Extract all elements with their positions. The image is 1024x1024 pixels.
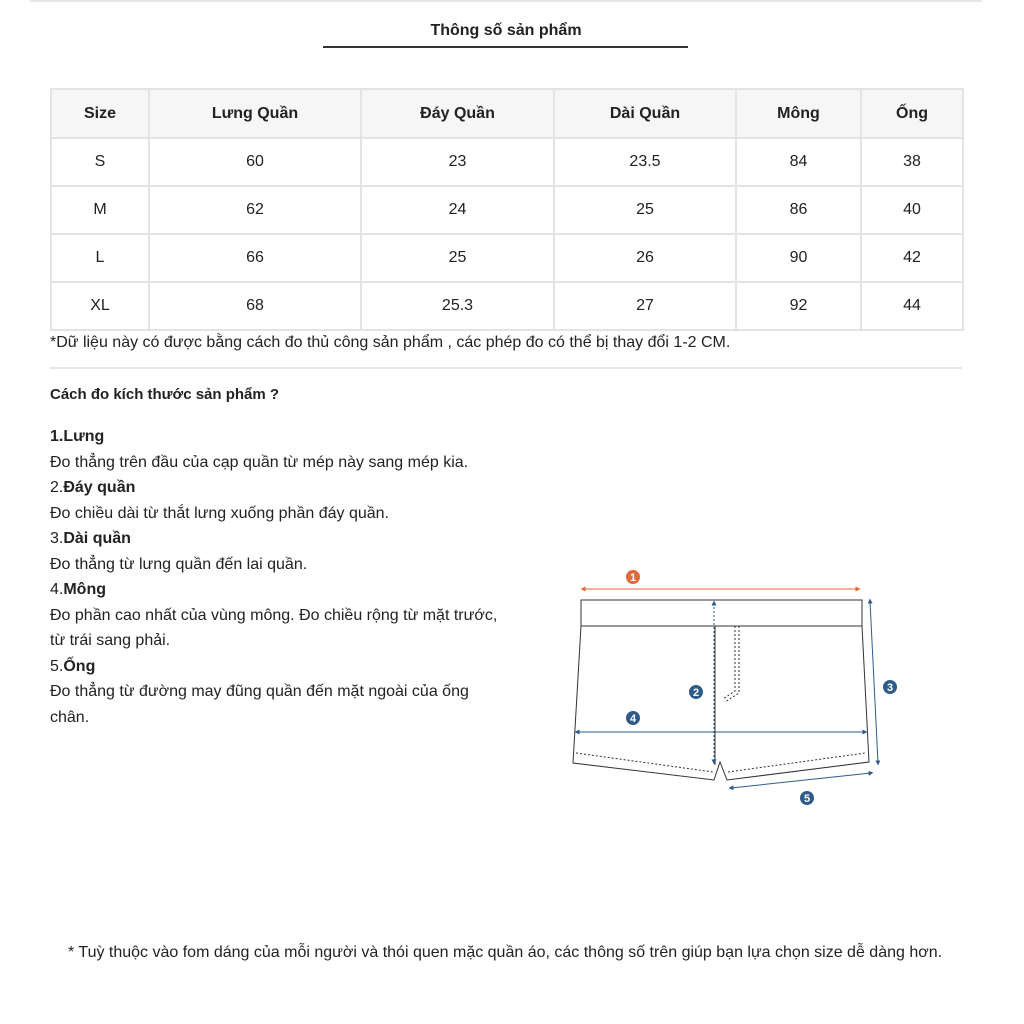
table-cell: 23 xyxy=(361,138,554,186)
table-cell: 25 xyxy=(361,234,554,282)
instruction-waist xyxy=(50,424,510,475)
how-to-measure-title: Cách đo kích thước sản phẩm ? xyxy=(50,386,280,403)
instruction-heading: Lưng xyxy=(63,428,105,445)
table-cell: 62 xyxy=(149,186,361,234)
table-cell: 25 xyxy=(554,186,736,234)
section-divider xyxy=(50,367,962,369)
measurement-instructions xyxy=(50,424,510,730)
table-row xyxy=(51,282,963,330)
instruction-number: 4. xyxy=(50,581,64,598)
table-cell: 90 xyxy=(736,234,861,282)
header-length: Dài Quần xyxy=(554,89,736,138)
measure-line-length xyxy=(870,601,878,763)
measurement-note: *Dữ liệu này có được bằng cách đo thủ công sản phẩm , các phép đo có thể bị thay đổi 1-2 CM. xyxy=(50,334,731,351)
table-cell: 86 xyxy=(736,186,861,234)
table-row xyxy=(51,234,963,282)
table-cell: 24 xyxy=(361,186,554,234)
header-waist: Lưng Quần xyxy=(149,89,361,138)
instruction-heading: Mông xyxy=(63,581,106,598)
table-cell: M xyxy=(51,186,149,234)
instruction-desc: Đo thẳng từ đường may đũng quần đến mặt ngoài của ống chân. xyxy=(50,683,469,726)
instruction-leg-opening xyxy=(50,654,510,731)
table-cell: 84 xyxy=(736,138,861,186)
table-cell: 60 xyxy=(149,138,361,186)
shorts-outline xyxy=(573,600,869,780)
instruction-heading: Đáy quần xyxy=(63,479,136,496)
table-row xyxy=(51,186,963,234)
badge-1 xyxy=(626,570,640,584)
table-cell: S xyxy=(51,138,149,186)
instruction-desc: Đo thẳng từ lưng quần đến lai quần. xyxy=(50,555,308,573)
table-cell: 25.3 xyxy=(361,282,554,330)
svg-text:2: 2 xyxy=(692,687,700,699)
page-title: Thông số sản phẩm xyxy=(430,22,582,39)
header-hip: Mông xyxy=(736,89,861,138)
svg-text:4: 4 xyxy=(629,713,637,725)
instruction-number: 2. xyxy=(50,479,64,496)
header-leg-opening: Ống xyxy=(861,89,963,138)
footer-note: * Tuỳ thuộc vào fom dáng của mỗi người và thói quen mặc quần áo, các thông số trên giúp bạn lựa chọn size dễ dàng hơn. xyxy=(68,944,943,961)
title-underline xyxy=(323,46,688,48)
table-cell: 44 xyxy=(861,282,963,330)
table-cell: 92 xyxy=(736,282,861,330)
table-cell: 23.5 xyxy=(554,138,736,186)
table-cell: 66 xyxy=(149,234,361,282)
table-cell: L xyxy=(51,234,149,282)
table-cell: 40 xyxy=(861,186,963,234)
shorts-measurement-diagram xyxy=(565,565,905,815)
size-table xyxy=(50,88,964,331)
instruction-heading: Ống xyxy=(63,657,96,675)
instruction-number: 5. xyxy=(50,657,64,675)
instruction-desc: Đo phần cao nhất của vùng mông. Đo chiều rộng từ mặt trước, từ trái sang phải. xyxy=(50,606,498,649)
table-cell: 42 xyxy=(861,234,963,282)
svg-text:3: 3 xyxy=(886,682,894,694)
table-cell: XL xyxy=(51,282,149,330)
badge-2 xyxy=(689,685,703,699)
table-cell: 27 xyxy=(554,282,736,330)
badge-3 xyxy=(883,680,897,694)
table-header-row xyxy=(51,89,963,138)
table-row xyxy=(51,138,963,186)
badge-5 xyxy=(800,791,814,805)
header-size: Size xyxy=(51,89,149,138)
svg-text:1: 1 xyxy=(629,572,637,584)
instruction-rise xyxy=(50,475,510,526)
table-cell: 38 xyxy=(861,138,963,186)
table-cell: 26 xyxy=(554,234,736,282)
header-rise: Đáy Quần xyxy=(361,89,554,138)
instruction-heading: Dài quần xyxy=(63,530,131,547)
table-cell: 68 xyxy=(149,282,361,330)
measure-line-leg-opening xyxy=(731,773,871,788)
instruction-length xyxy=(50,526,510,577)
instruction-number: 3. xyxy=(50,530,64,547)
instruction-hip xyxy=(50,577,510,654)
svg-text:5: 5 xyxy=(803,793,811,805)
top-divider xyxy=(30,0,982,2)
instruction-desc: Đo thẳng trên đầu của cạp quần từ mép này sang mép kia. xyxy=(50,453,469,471)
instruction-number: 1. xyxy=(50,428,64,445)
instruction-desc: Đo chiều dài từ thắt lưng xuống phần đáy quần. xyxy=(50,504,389,522)
badge-4 xyxy=(626,711,640,725)
